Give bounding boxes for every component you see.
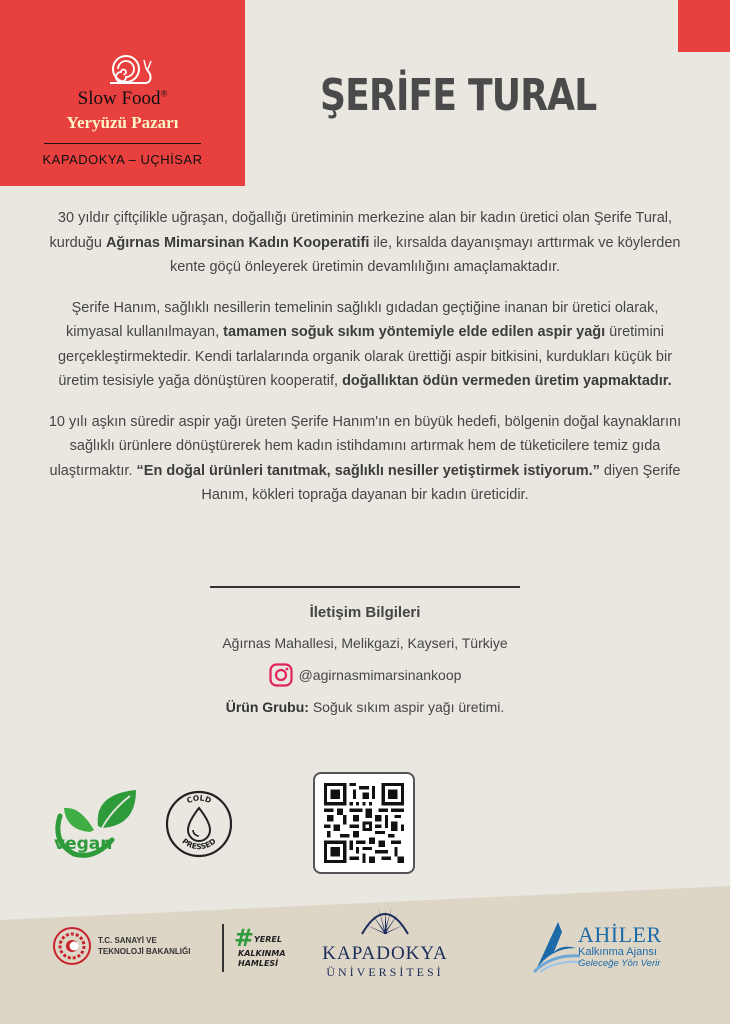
yerel-kalkinma-logo <box>232 924 292 972</box>
bio-paragraph-2: Şerife Hanım, sağlıklı nesillerin temelinin sağlıklı gıdadan geçtiğine inanan bir üretici olarak, kimyasal kullanılmayan, tamamen soğuk sıkım yöntemiyle elde edilen aspir yağı üretimini gerçekleştirmektedir. Kendi tarlalarında organik olarak ürettiği aspir bitkisini, kurdukları küçük bir üretim tesisiyle yağa dönüştüren kooperatif, doğallıktan ödün vermeden üretim yapmaktadır. <box>57 299 673 389</box>
svg-text:COLD <box>185 793 212 805</box>
producer-bio <box>48 206 682 524</box>
contact-title: İletişim Bilgileri <box>309 604 421 621</box>
pressed-label: PRESSED <box>180 836 218 852</box>
vegan-label: vegan <box>54 834 113 854</box>
contact-address: Ağırnas Mahallesi, Melikgazi, Kayseri, Türkiye <box>222 635 508 651</box>
qr-code-icon <box>324 783 404 863</box>
ministry-line-1: T.C. SANAYİ VE <box>98 936 157 945</box>
kapadokya-university-logo <box>320 900 450 980</box>
brand-subtitle: Yeryüzü Pazarı <box>66 113 179 132</box>
contact-section <box>0 604 730 715</box>
instagram-handle-row[interactable] <box>0 663 730 687</box>
svg-text:PRESSED <box>180 837 217 852</box>
ahiler-wave-icon <box>532 918 584 974</box>
kapadokya-emblem-icon <box>360 900 410 936</box>
yerel-line-3: HAMLESİ <box>238 959 279 968</box>
yerel-line-1: YEREL <box>254 935 282 944</box>
ahiler-subtitle: Kalkınma Ajansı <box>578 945 657 958</box>
brand-divider <box>44 143 201 144</box>
corner-accent <box>678 0 730 52</box>
instagram-handle[interactable]: @agirnasmimarsinankoop <box>298 667 462 683</box>
snail-icon <box>106 52 154 86</box>
ministry-logo <box>52 926 190 966</box>
vegan-badge <box>50 786 140 862</box>
bio-paragraph-3: 10 yılı aşkın süredir aspir yağı üreten Şerife Hanım'ın en büyük hedefi, bölgenin doğal kaynaklarını sağlıklı ürünlere dönüştürerek hem kadın istihdamını artırmak hem de tüketicilere temiz gıda ulaştırmaktır. “En doğal ürünleri tanıtmak, sağlıklı nesiller yetiştirmek istiyorum.” diyen Şerife Hanım, kökleri toprağa dayanan bir kadın üreticidir. <box>48 413 682 503</box>
brand-name: Slow Food® <box>77 88 168 109</box>
kapadokya-title: KAPADOKYA <box>322 943 448 964</box>
ahiler-slogan: Geleceğe Yön Verir <box>578 957 661 969</box>
instagram-icon <box>269 663 293 687</box>
footer-divider <box>222 924 224 972</box>
contact-divider <box>210 586 520 588</box>
ahiler-agency-logo <box>532 918 662 974</box>
product-group: Ürün Grubu: Soğuk sıkım aspir yağı üretimi. <box>225 699 505 715</box>
kapadokya-subtitle: ÜNİVERSİTESİ <box>326 965 444 979</box>
cold-pressed-badge <box>164 786 234 862</box>
slow-food-logo-block <box>0 0 245 186</box>
qr-code-frame[interactable] <box>313 772 415 874</box>
hashtag-icon: # <box>234 924 255 952</box>
yerel-line-2: KALKINMA <box>238 949 286 958</box>
producer-name: ŞERİFE TURAL <box>320 70 597 121</box>
ahiler-name: AHİLER <box>578 921 662 947</box>
bio-paragraph-1: 30 yıldır çiftçilikle uğraşan, doğallığı üretiminin merkezine alan bir kadın üretici olan Şerife Tural, kurduğu Ağırnas Mimarsinan Kadın Kooperatifi ile, kırsalda dayanışmayı arttırmak ve köylerden kente göçü önleyerek üretimin devamlılığını amaçlamaktadır. <box>49 210 681 275</box>
cold-label: COLD <box>185 793 213 806</box>
brand-location: KAPADOKYA – UÇHİSAR <box>42 152 203 167</box>
ministry-emblem-icon <box>52 926 92 966</box>
ministry-line-2: TEKNOLOJİ BAKANLIĞI <box>98 947 191 956</box>
